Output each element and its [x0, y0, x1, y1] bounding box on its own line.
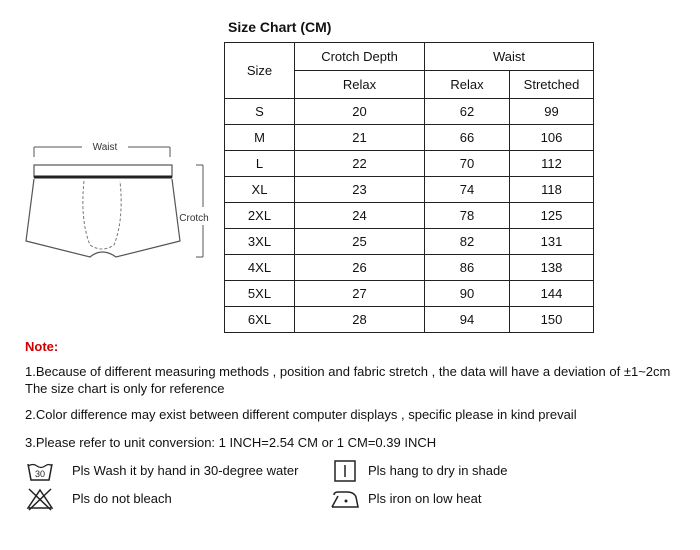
size-cell: 2XL: [225, 203, 295, 229]
size-cell: L: [225, 151, 295, 177]
table-row: [225, 229, 594, 255]
crotch-depth-header: Crotch Depth: [295, 43, 425, 71]
size-chart-table: [224, 42, 594, 333]
size-cell: 3XL: [225, 229, 295, 255]
waist-stretched-cell: 112: [510, 151, 594, 177]
chart-title: Size Chart (CM): [228, 19, 332, 35]
crotch-measure-line: [196, 165, 203, 257]
size-cell: M: [225, 125, 295, 151]
waist-stretched-cell: 144: [510, 281, 594, 307]
note-label: Note:: [25, 339, 59, 354]
waist-stretched-cell: 106: [510, 125, 594, 151]
iron-low-heat-text: Pls iron on low heat: [368, 491, 482, 506]
table-row: [225, 281, 594, 307]
waist-stretched-cell: 125: [510, 203, 594, 229]
crotch-cell: 24: [295, 203, 425, 229]
briefs-body: [26, 179, 180, 257]
table-row: [225, 255, 594, 281]
table-row: [225, 151, 594, 177]
waist-relax-cell: 78: [425, 203, 510, 229]
table-row: [225, 307, 594, 333]
waist-relax-subheader: Relax: [425, 71, 510, 99]
note-line-2: 2.Color difference may exist between different computer displays , specific please in kind prevail: [25, 407, 577, 422]
crotch-cell: 20: [295, 99, 425, 125]
note-line-1: 1.Because of different measuring methods , position and fabric stretch , the data will have a deviation of ±1~2cm: [25, 364, 671, 379]
waist-stretched-subheader: Stretched: [510, 71, 594, 99]
waist-relax-cell: 82: [425, 229, 510, 255]
size-cell: 5XL: [225, 281, 295, 307]
note-line-1b: The size chart is only for reference: [25, 381, 225, 396]
crotch-label: Crotch: [179, 213, 209, 224]
iron-low-heat-icon: [330, 487, 360, 511]
waist-stretched-cell: 99: [510, 99, 594, 125]
waist-header: Waist: [425, 43, 594, 71]
size-cell: XL: [225, 177, 295, 203]
table-row: [225, 203, 594, 229]
waist-stretched-cell: 138: [510, 255, 594, 281]
waist-relax-cell: 70: [425, 151, 510, 177]
waist-relax-cell: 74: [425, 177, 510, 203]
waist-stretched-cell: 118: [510, 177, 594, 203]
waist-stretched-cell: 150: [510, 307, 594, 333]
waist-relax-cell: 90: [425, 281, 510, 307]
crotch-cell: 27: [295, 281, 425, 307]
crotch-cell: 26: [295, 255, 425, 281]
table-row: [225, 177, 594, 203]
waist-relax-cell: 86: [425, 255, 510, 281]
waist-stretched-cell: 131: [510, 229, 594, 255]
note-line-3: 3.Please refer to unit conversion: 1 INCH=2.54 CM or 1 CM=0.39 INCH: [25, 435, 437, 450]
size-cell: S: [225, 99, 295, 125]
waistband: [34, 165, 172, 177]
table-row: [225, 125, 594, 151]
waist-relax-cell: 94: [425, 307, 510, 333]
waist-relax-cell: 66: [425, 125, 510, 151]
hang-dry-icon: [333, 459, 357, 483]
crotch-relax-subheader: Relax: [295, 71, 425, 99]
hand-wash-icon: [26, 460, 54, 484]
hang-dry-text: Pls hang to dry in shade: [368, 463, 508, 478]
size-cell: 6XL: [225, 307, 295, 333]
no-bleach-text: Pls do not bleach: [72, 491, 172, 506]
crotch-cell: 21: [295, 125, 425, 151]
waist-relax-cell: 62: [425, 99, 510, 125]
hand-wash-text: Pls Wash it by hand in 30-degree water: [72, 463, 299, 478]
no-bleach-icon: [26, 487, 54, 511]
size-header: Size: [225, 43, 295, 99]
underwear-diagram: [20, 135, 220, 270]
crotch-cell: 22: [295, 151, 425, 177]
table-row: [225, 99, 594, 125]
crotch-cell: 23: [295, 177, 425, 203]
crotch-cell: 28: [295, 307, 425, 333]
waist-label: Waist: [92, 142, 118, 153]
size-cell: 4XL: [225, 255, 295, 281]
crotch-cell: 25: [295, 229, 425, 255]
svg-text:30: 30: [34, 469, 46, 479]
